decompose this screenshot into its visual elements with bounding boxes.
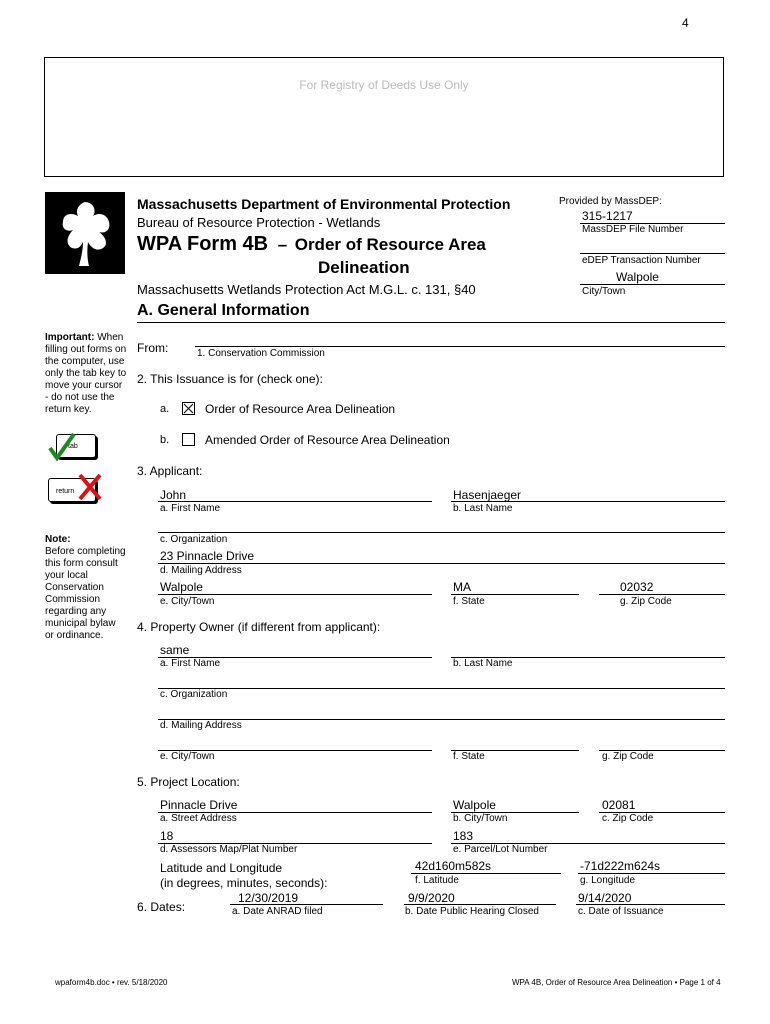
note-bold: Note: — [45, 534, 71, 545]
applicant-org-line[interactable] — [158, 532, 725, 533]
section-a-rule — [137, 322, 725, 323]
project-city[interactable]: Walpole — [453, 798, 496, 812]
title-dash: – — [277, 235, 288, 254]
applicant-last-line — [451, 501, 725, 502]
project-parcel-label: e. Parcel/Lot Number — [453, 844, 548, 855]
provided-city-label: City/Town — [582, 286, 626, 297]
date-issuance-line — [576, 904, 725, 905]
project-zip-label: c. Zip Code — [602, 813, 654, 824]
issuance-a-letter: a. — [160, 403, 170, 415]
applicant-last-label: b. Last Name — [453, 503, 513, 514]
owner-first-name[interactable]: same — [160, 643, 190, 657]
project-street[interactable]: Pinnacle Drive — [160, 798, 238, 812]
project-map[interactable]: 18 — [160, 829, 174, 843]
owner-first-label: a. First Name — [160, 658, 221, 669]
form-subtitle-1: Order of Resource Area — [294, 235, 486, 254]
oak-leaf-icon — [45, 192, 125, 274]
note-text: Before completing this form consult your local Conservation Commission regarding any municipal bylaw or ordinance. — [45, 546, 126, 641]
latlong-label-1: Latitude and Longitude — [160, 861, 283, 875]
date-hearing-line — [404, 904, 556, 905]
owner-label: 4. Property Owner (if different from applicant): — [137, 620, 381, 634]
owner-org-label: c. Organization — [160, 689, 228, 700]
tab-key-label: tab — [68, 443, 78, 450]
applicant-state-label: f. State — [453, 596, 485, 607]
owner-org-line[interactable] — [158, 688, 725, 689]
owner-address-line[interactable] — [158, 719, 725, 720]
date-issuance-label: c. Date of Issuance — [578, 906, 664, 917]
applicant-first-name[interactable]: John — [160, 488, 187, 502]
longitude-label: g. Longitude — [580, 875, 636, 886]
applicant-zip-label: g. Zip Code — [620, 596, 672, 607]
applicant-address[interactable]: 23 Pinnacle Drive — [160, 549, 255, 563]
issuance-b-text: Amended Order of Resource Area Delineation — [205, 433, 450, 447]
massdep-file-number[interactable]: 315-1217 — [582, 209, 633, 223]
footer-right: WPA 4B, Order of Resource Area Delineation • Page 1 of 4 — [512, 978, 721, 987]
applicant-city[interactable]: Walpole — [160, 580, 203, 594]
provided-label: Provided by MassDEP: — [559, 196, 662, 207]
applicant-state[interactable]: MA — [453, 580, 471, 594]
date-hearing[interactable]: 9/9/2020 — [408, 891, 455, 905]
issuance-label: 2. This Issuance is for (check one): — [137, 372, 323, 386]
from-sub: 1. Conservation Commission — [197, 348, 325, 359]
registry-label: For Registry of Deeds Use Only — [299, 78, 469, 92]
applicant-org-label: c. Organization — [160, 534, 228, 545]
provided-city-line — [580, 284, 725, 285]
checkbox-amended-order[interactable] — [182, 433, 195, 446]
project-parcel[interactable]: 183 — [453, 829, 474, 843]
applicant-first-line — [158, 501, 432, 502]
date-anrad-label: a. Date ANRAD filed — [232, 906, 323, 917]
latlong-label-2: (in degrees, minutes, seconds): — [160, 876, 328, 890]
date-hearing-label: b. Date Public Hearing Closed — [405, 906, 539, 917]
owner-zip-label: g. Zip Code — [602, 751, 654, 762]
important-note — [45, 332, 127, 416]
act-citation: Massachusetts Wetlands Protection Act M.G.L. c. 131, §40 — [137, 282, 476, 297]
applicant-last-name[interactable]: Hasenjaeger — [453, 488, 522, 502]
file-number-label: MassDEP File Number — [582, 224, 684, 235]
massdep-logo — [45, 192, 125, 274]
bureau-name: Bureau of Resource Protection - Wetlands — [137, 215, 381, 230]
longitude-line — [578, 873, 725, 874]
checkbox-x-icon — [183, 403, 194, 414]
applicant-zip-line — [599, 594, 725, 595]
checkmark-icon — [48, 432, 78, 462]
latitude-line — [411, 873, 561, 874]
provided-city[interactable]: Walpole — [616, 270, 659, 284]
applicant-city-label: e. City/Town — [160, 596, 215, 607]
tab-key-illustration — [48, 432, 96, 460]
applicant-state-line — [451, 594, 579, 595]
x-mark-icon — [76, 472, 104, 502]
important-bold: Important: — [45, 332, 95, 343]
owner-city-label: e. City/Town — [160, 751, 215, 762]
latitude-label: f. Latitude — [415, 875, 459, 886]
from-line[interactable] — [195, 346, 725, 347]
owner-last-label: b. Last Name — [453, 658, 513, 669]
dates-label: 6. Dates: — [137, 900, 186, 914]
issuance-b-letter: b. — [160, 434, 170, 446]
form-title-text: WPA Form 4B — [137, 233, 269, 255]
applicant-city-line — [158, 594, 432, 595]
date-issuance[interactable]: 9/14/2020 — [578, 891, 632, 905]
from-label: From: — [137, 341, 169, 355]
issuance-a-text: Order of Resource Area Delineation — [205, 402, 396, 416]
date-anrad-line — [230, 904, 383, 905]
agency-name: Massachusetts Department of Environmental Protection — [137, 196, 511, 212]
owner-state-label: f. State — [453, 751, 485, 762]
footer-left: wpaform4b.doc • rev. 5/18/2020 — [55, 978, 168, 987]
applicant-label: 3. Applicant: — [137, 464, 203, 478]
project-street-label: a. Street Address — [160, 813, 237, 824]
applicant-zip[interactable]: 02032 — [620, 580, 654, 594]
important-text: When filling out forms on the computer, use only the tab key to move your cursor - do not use the return key. — [45, 332, 127, 415]
section-a-title: A. General Information — [137, 302, 310, 319]
project-latitude[interactable]: 42d160m582s — [415, 859, 492, 873]
project-zip[interactable]: 02081 — [602, 798, 636, 812]
date-anrad[interactable]: 12/30/2019 — [238, 891, 299, 905]
applicant-first-label: a. First Name — [160, 503, 221, 514]
project-longitude[interactable]: -71d222m624s — [580, 859, 661, 873]
edep-line — [580, 253, 725, 254]
registry-box — [44, 57, 724, 177]
applicant-address-label: d. Mailing Address — [160, 565, 242, 576]
project-label: 5. Project Location: — [137, 775, 240, 789]
return-key-illustration — [48, 472, 108, 506]
note-block — [45, 534, 127, 642]
applicant-address-line — [158, 563, 725, 564]
form-title — [137, 233, 486, 256]
project-city-label: b. City/Town — [453, 813, 508, 824]
edep-label: eDEP Transaction Number — [582, 255, 701, 266]
page-number: 4 — [682, 16, 689, 30]
project-map-label: d. Assessors Map/Plat Number — [160, 844, 298, 855]
form-subtitle-2: Delineation — [318, 258, 410, 277]
owner-address-label: d. Mailing Address — [160, 720, 242, 731]
return-key-label: return — [56, 488, 75, 495]
checkbox-order-delineation[interactable] — [182, 402, 195, 415]
